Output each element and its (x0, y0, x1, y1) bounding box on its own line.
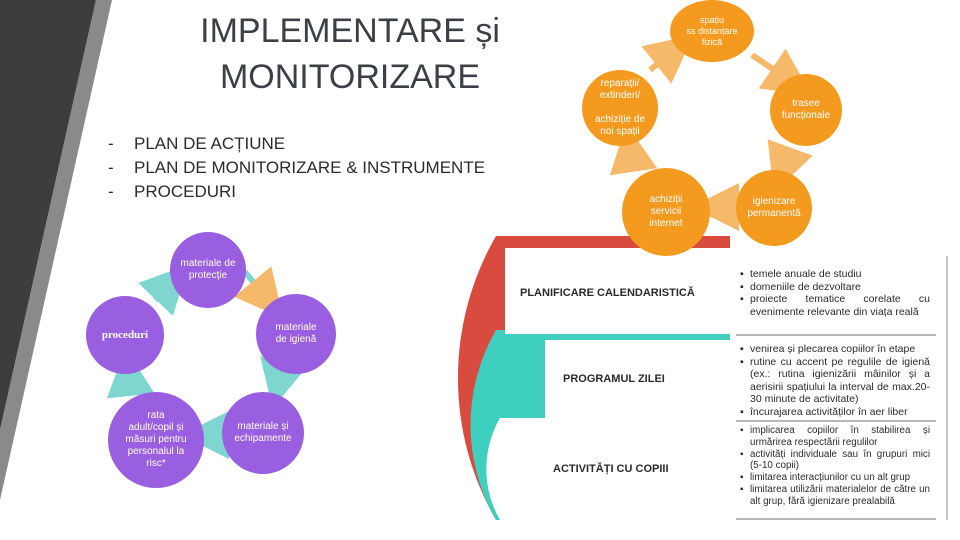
node-text: achiziții (649, 194, 683, 205)
node-text: personalul la (127, 446, 185, 457)
bullet-text: PLAN DE MONITORIZARE & INSTRUMENTE (134, 158, 486, 177)
list-item (740, 293, 930, 318)
list-item (740, 343, 930, 356)
divider (736, 420, 936, 422)
list-bullet: ▪ (740, 483, 744, 495)
node-text: proceduri (101, 329, 149, 341)
node-text: fizică (701, 36, 723, 47)
node-text: protecție (188, 270, 228, 281)
arrow-rata-proceduri (128, 372, 130, 390)
divider (736, 334, 936, 336)
list-activitati (740, 425, 930, 508)
node-text: materiale (275, 322, 317, 333)
node-protectie (170, 232, 246, 308)
list-bullet: ▪ (740, 405, 744, 418)
node-igienizare (736, 170, 812, 246)
arrow-trasee-igienizare (782, 148, 790, 170)
list-program (740, 343, 930, 419)
list-text: venirea și plecarea copiilor în etape (750, 343, 916, 355)
list-item (740, 472, 930, 484)
divider-vertical (946, 256, 948, 520)
arrow-proceduri-protectie (155, 282, 172, 300)
node-rata (108, 392, 204, 488)
list-text: proiecte tematice corelate cu evenimente relevante din viața reală (750, 293, 930, 318)
list-text: implicarea copiilor în stabilirea și urmărirea respectării regulilor (750, 425, 930, 448)
list-bullet: ▪ (740, 268, 744, 280)
arrow-reparatii-spatiu (650, 50, 675, 70)
node-text: extinderi/ (599, 90, 641, 101)
node-text: servicii (650, 206, 682, 217)
list-item (740, 281, 930, 294)
node-text: rata (147, 410, 165, 421)
node-text: risc* (146, 458, 166, 469)
node-text: ss distanțare (686, 25, 738, 36)
list-text: activități individuale sau în grupuri mici (5-10 copii) (750, 448, 930, 472)
node-text: internet (649, 218, 683, 229)
list-item (740, 356, 930, 406)
list-text: limitarea interacțiunilor cu un alt grup (750, 472, 911, 484)
arrow-achizitii-reparatii (630, 148, 633, 168)
node-text: trasee (792, 98, 820, 109)
node-text: de igienă (275, 334, 317, 345)
node-text: echipamente (234, 433, 292, 444)
node-text: igienizare (752, 196, 796, 207)
list-bullet: ▪ (740, 343, 744, 355)
node-text: funcționale (781, 110, 831, 121)
node-text: spațiu (699, 14, 725, 25)
list-bullet: ▪ (740, 425, 744, 436)
node-proceduri (86, 296, 164, 374)
bullet-text: PLAN DE ACȚIUNE (134, 134, 286, 153)
node-trasee (770, 74, 842, 146)
arrow-spatiu-trasee (752, 55, 792, 82)
list-planificare (740, 268, 930, 318)
node-text: permanentă (747, 208, 801, 219)
list-bullet: ▪ (740, 448, 744, 460)
title-line-1: IMPLEMENTARE și (200, 12, 500, 50)
title-line-2: MONITORIZARE (219, 58, 481, 96)
node-spatiu (670, 0, 754, 62)
list-text: temele anuale de studiu (750, 268, 862, 280)
node-echipamente (222, 392, 304, 474)
list-item (740, 268, 930, 281)
list-item (740, 406, 930, 419)
node-text: reparații/ (600, 78, 640, 89)
label-activitati: ACTIVITĂȚI CU COPIII (553, 463, 669, 475)
node-igiena (256, 294, 336, 374)
list-bullet: ▪ (740, 355, 744, 368)
node-text: materiale de (180, 258, 236, 269)
node-text: achiziție de (594, 114, 646, 125)
list-text: domeniile de dezvoltare (750, 280, 861, 293)
node-reparatii (582, 70, 658, 146)
list-bullet: ▪ (740, 472, 744, 484)
list-text: rutine cu accent pe regulile de igienă (ex.: rutina igienizării mâinilor și a aerisirii spațiului la interval de max.20-30 minute de activitate) (750, 355, 930, 406)
list-bullet: ▪ (740, 293, 744, 306)
list-item (740, 484, 930, 508)
label-program: PROGRAMUL ZILEI (563, 373, 665, 385)
node-achizitii (622, 168, 710, 256)
list-item (740, 425, 930, 449)
bullet-text: PROCEDURI (134, 182, 237, 201)
node-text: noi spații (600, 126, 640, 137)
bullet-dash: - (108, 134, 114, 153)
list-text: încurajarea activităților în aer liber (750, 405, 908, 418)
divider (736, 518, 936, 520)
bullet-dash: - (108, 158, 114, 177)
arrow-protectie-igiena (245, 272, 268, 300)
node-text: materiale și (237, 421, 289, 432)
bullet-dash: - (108, 182, 114, 201)
list-text: limitarea utilizării materialelor de către un alt grup, fără igienizare prealabilă (750, 483, 930, 507)
node-text: adult/copil și (128, 422, 184, 433)
node-text (595, 102, 645, 114)
list-bullet: ▪ (740, 280, 744, 293)
list-item (740, 449, 930, 473)
node-text: măsuri pentru (125, 434, 187, 445)
label-planificare: PLANIFICARE CALENDARISTICĂ (520, 287, 695, 299)
